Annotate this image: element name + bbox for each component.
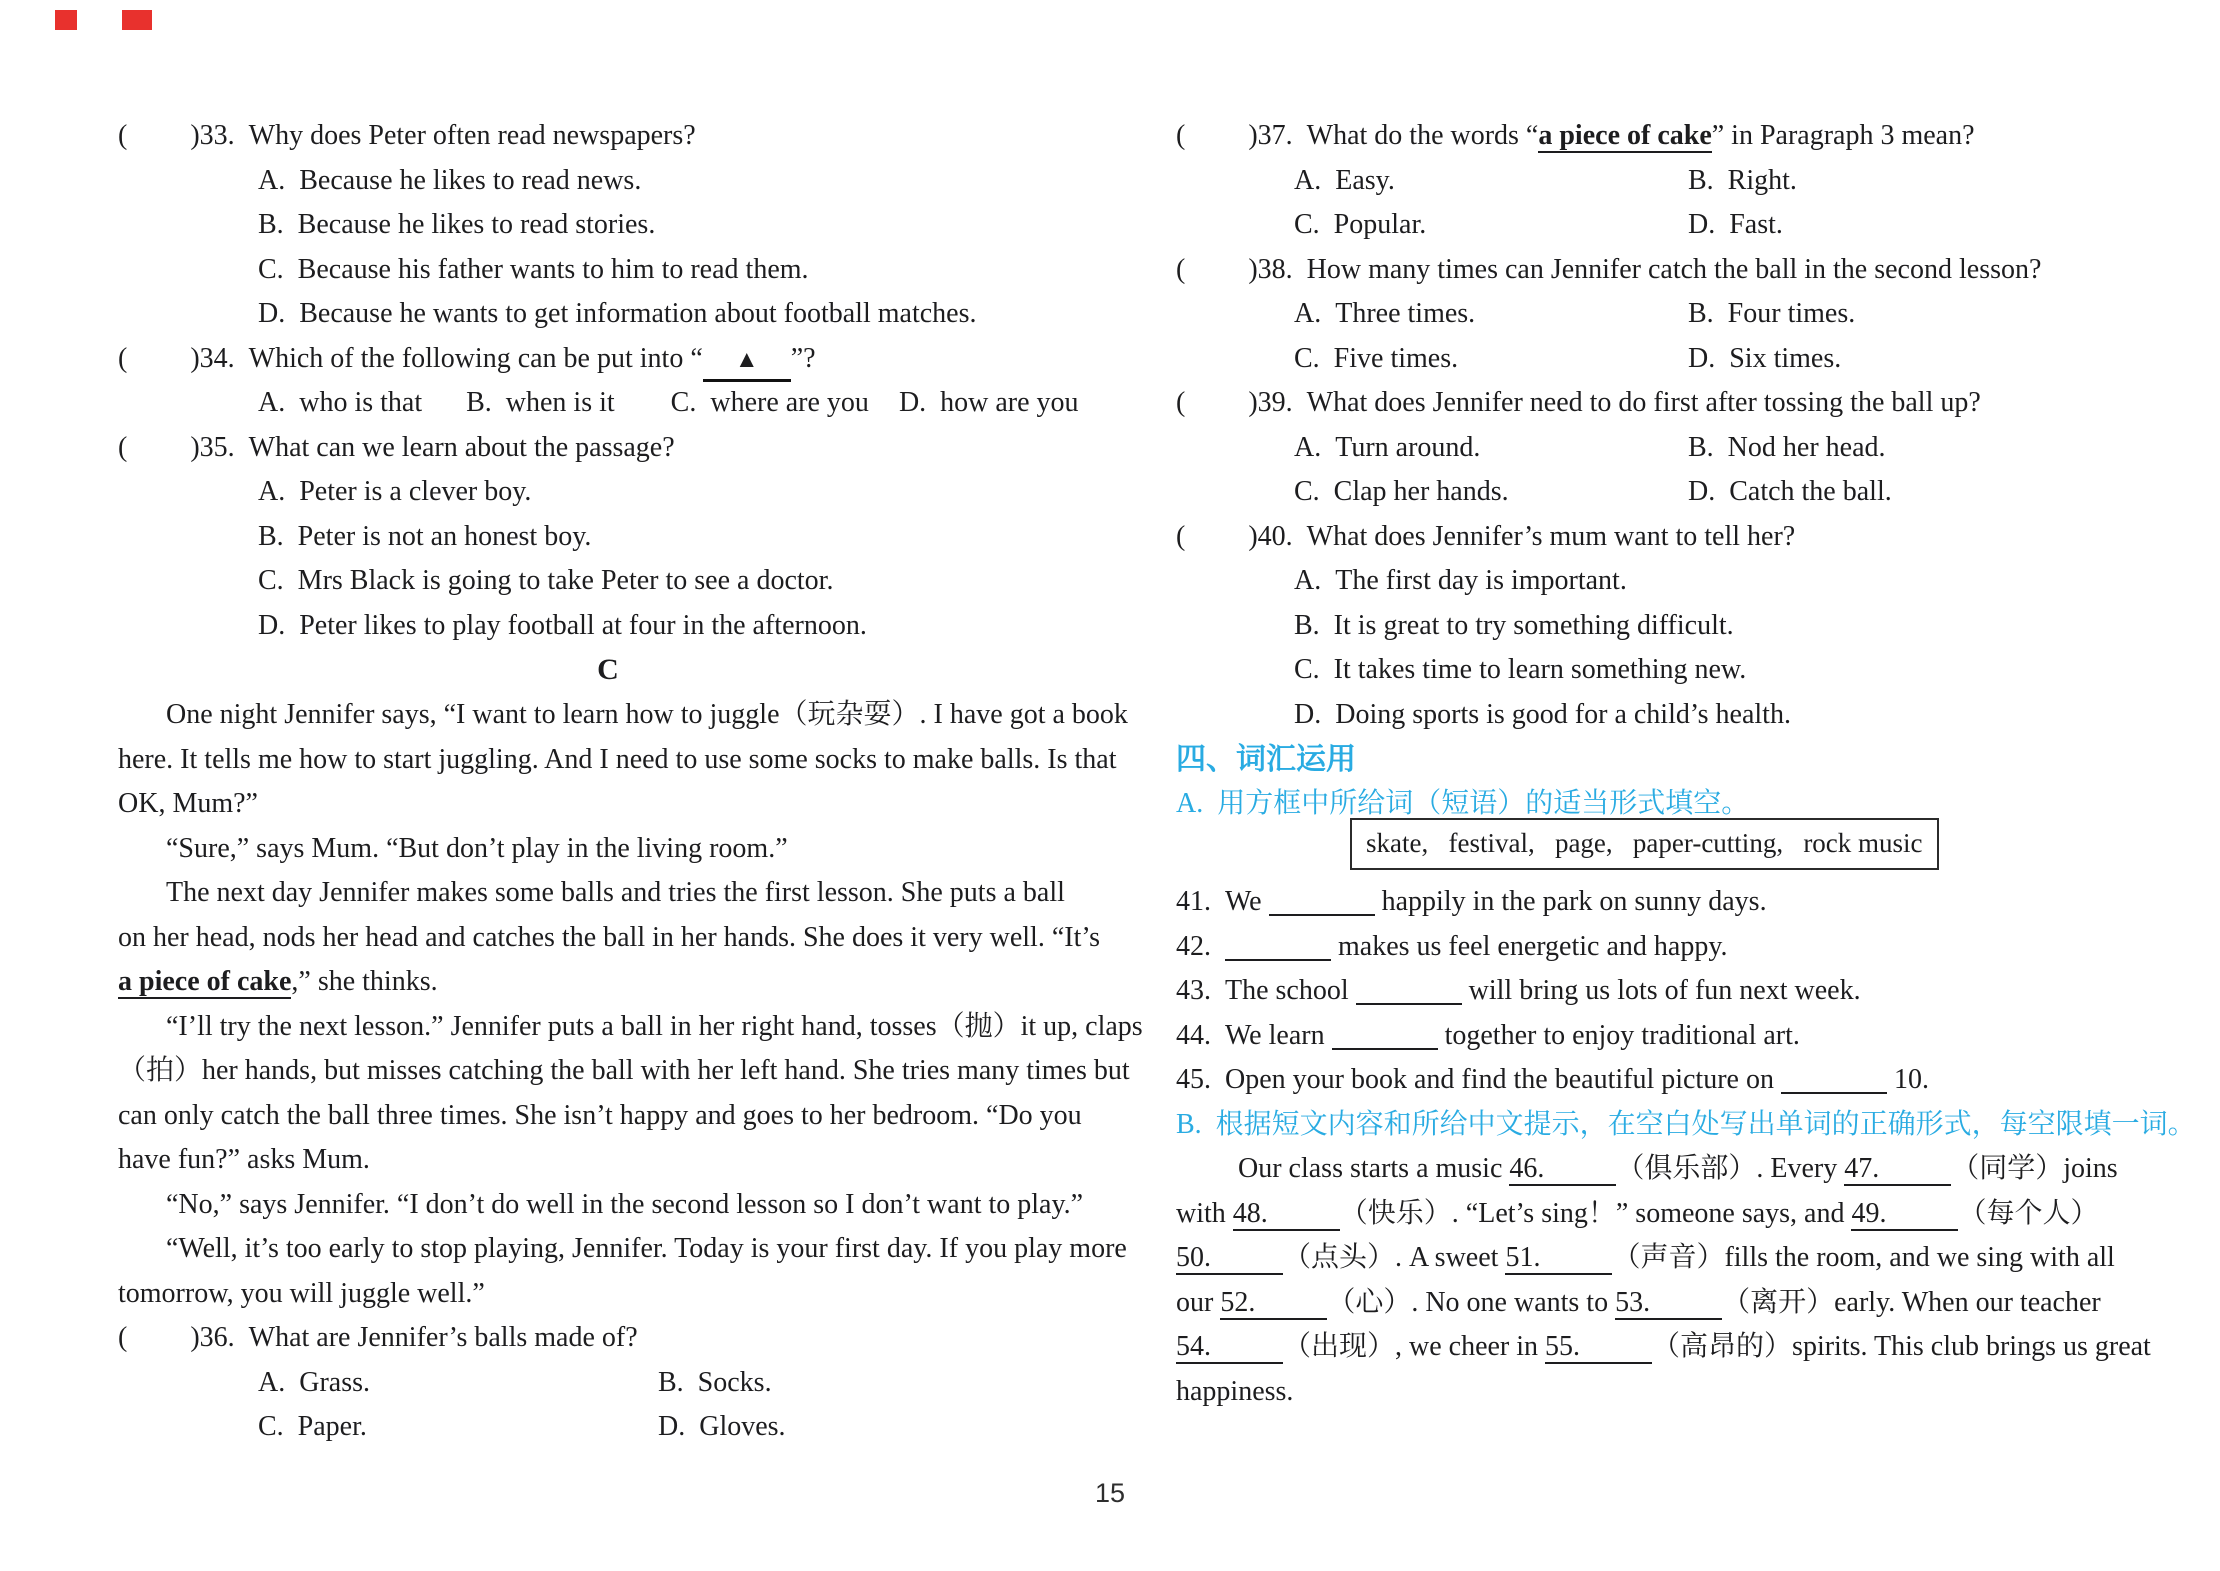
text-segment: 四、词汇运用 bbox=[1176, 743, 1356, 776]
passage-c-line-3 bbox=[118, 781, 258, 826]
text-segment: C. Popular. bbox=[1294, 209, 1427, 240]
text-segment: 43. The school bbox=[1176, 975, 1356, 1006]
text-segment: 41. We bbox=[1176, 886, 1269, 917]
text-segment: （心）. No one wants to bbox=[1327, 1287, 1616, 1318]
text-segment: D. Because he wants to get information about football matches. bbox=[258, 298, 977, 329]
text-segment: B. Four times. bbox=[1688, 298, 1856, 329]
text-segment: 44. We learn bbox=[1176, 1020, 1332, 1051]
text-segment: “Well, it’s too early to stop playing, Jennifer. Today is your first day. If you play more bbox=[166, 1233, 1127, 1264]
text-segment: （出现）, we cheer in bbox=[1283, 1331, 1546, 1362]
text-segment: C. Because his father wants to him to read them. bbox=[258, 254, 809, 285]
q35-option-c bbox=[258, 558, 833, 603]
passage-b-line-1 bbox=[1238, 1146, 2118, 1191]
text-segment: D. Doing sports is good for a child’s health. bbox=[1294, 699, 1791, 730]
text-segment: with bbox=[1176, 1198, 1233, 1229]
passage-c-line-1 bbox=[166, 692, 1128, 737]
page-number: 15 bbox=[1094, 1478, 1126, 1508]
text-segment: 48. bbox=[1233, 1198, 1340, 1231]
passage-c-line-12 bbox=[166, 1182, 1083, 1227]
text-segment: 45. Open your book and find the beautiful picture on bbox=[1176, 1064, 1781, 1095]
passage-c-line-10 bbox=[118, 1093, 1082, 1138]
text-segment: 51. bbox=[1505, 1242, 1612, 1275]
text-segment: D. Gloves. bbox=[658, 1411, 786, 1442]
word-bank-box: skate, festival, page, paper-cutting, rock music bbox=[1350, 818, 1939, 870]
item-43 bbox=[1176, 968, 1861, 1013]
text-segment: C. Five times. bbox=[1294, 343, 1459, 374]
text-segment: 46. bbox=[1509, 1153, 1616, 1186]
text-segment: makes us feel energetic and happy. bbox=[1331, 931, 1728, 962]
text-segment: Our class starts a music bbox=[1238, 1153, 1510, 1184]
q40-option-d bbox=[1294, 692, 1791, 737]
text-segment: 52. bbox=[1220, 1287, 1327, 1320]
text-segment: 49. bbox=[1851, 1198, 1958, 1231]
text-segment: B. 根据短文内容和所给中文提示，在空白处写出单词的正确形式，每空限填一词。 bbox=[1176, 1109, 2196, 1140]
text-segment: ” in Paragraph 3 mean? bbox=[1711, 120, 1975, 151]
text-segment: ”? bbox=[790, 343, 816, 374]
triangle-blank: ▲ bbox=[703, 343, 791, 382]
text-segment: happiness. bbox=[1176, 1376, 1294, 1407]
text-segment: ,” she thinks. bbox=[291, 966, 438, 997]
text-segment: D. Catch the ball. bbox=[1688, 476, 1892, 507]
text-segment: can only catch the ball three times. She isn’t happy and goes to her bedroom. “Do you bbox=[118, 1100, 1082, 1131]
text-segment: A. Three times. bbox=[1294, 298, 1476, 329]
blank-underline bbox=[1356, 973, 1462, 1005]
passage-b-line-2 bbox=[1176, 1191, 2099, 1236]
text-segment: “Sure,” says Mum. “But don’t play in the living room.” bbox=[166, 833, 788, 864]
q35-option-b bbox=[258, 514, 591, 559]
text-segment: ( )37. What do the words “ bbox=[1176, 120, 1539, 151]
text-segment: together to enjoy traditional art. bbox=[1437, 1020, 1800, 1051]
item-45 bbox=[1176, 1057, 1929, 1102]
text-segment: A. Grass. bbox=[258, 1367, 370, 1398]
text-segment: A. 用方框中所给词（短语）的适当形式填空。 bbox=[1176, 788, 1750, 819]
text-segment: （高昂的）spirits. This club brings us great bbox=[1652, 1331, 2151, 1362]
text-segment: ( )36. What are Jennifer’s balls made of? bbox=[118, 1322, 638, 1353]
text-segment: B. It is great to try something difficult. bbox=[1294, 610, 1734, 641]
blank-underline bbox=[1269, 884, 1375, 916]
blank-underline bbox=[1225, 929, 1331, 961]
passage-c-line-14 bbox=[118, 1271, 485, 1316]
item-42 bbox=[1176, 924, 1728, 969]
q40-option-b bbox=[1294, 603, 1734, 648]
text-segment: B. Nod her head. bbox=[1688, 432, 1886, 463]
passage-c-line-4 bbox=[166, 826, 788, 871]
text-segment: A. Easy. bbox=[1294, 165, 1395, 196]
text-segment: D. Fast. bbox=[1688, 209, 1783, 240]
text-segment: tomorrow, you will juggle well.” bbox=[118, 1278, 485, 1309]
passage-c-line-8 bbox=[166, 1004, 1143, 1049]
q40-option-a bbox=[1294, 558, 1627, 603]
text-segment: our bbox=[1176, 1287, 1221, 1318]
question-37 bbox=[1176, 113, 1975, 158]
question-34 bbox=[118, 336, 816, 381]
text-segment: will bring us lots of fun next week. bbox=[1461, 975, 1861, 1006]
item-41 bbox=[1176, 879, 1767, 924]
text-segment: B. when is it bbox=[466, 387, 615, 418]
q33-option-d bbox=[258, 291, 976, 336]
question-35 bbox=[118, 425, 675, 470]
text-segment: （声音）fills the room, and we sing with all bbox=[1612, 1242, 2115, 1273]
text-segment: A. Turn around. bbox=[1294, 432, 1481, 463]
text-segment: ( )38. How many times can Jennifer catch the ball in the second lesson? bbox=[1176, 254, 2042, 285]
text-segment: 53. bbox=[1615, 1287, 1722, 1320]
text-segment: D. how are you bbox=[898, 387, 1079, 418]
text-segment: C. It takes time to learn something new. bbox=[1294, 654, 1747, 685]
passage-c-line-2 bbox=[118, 737, 1116, 782]
text-segment: B. Peter is not an honest boy. bbox=[258, 521, 592, 552]
passage-b-line-3 bbox=[1176, 1235, 2115, 1280]
text-segment: The next day Jennifer makes some balls and tries the first lesson. She puts a ball bbox=[166, 877, 1065, 908]
text-segment: a piece of cake bbox=[1538, 120, 1712, 151]
text-segment: have fun?” asks Mum. bbox=[118, 1144, 370, 1175]
text-segment: 54. bbox=[1176, 1331, 1283, 1364]
text-segment: One night Jennifer says, “I want to learn how to juggle（玩杂耍）. I have got a book bbox=[166, 699, 1128, 730]
text-segment: D. Peter likes to play football at four in the afternoon. bbox=[258, 610, 867, 641]
question-36 bbox=[118, 1315, 638, 1360]
text-segment: D. Six times. bbox=[1688, 343, 1842, 374]
passage-b-line-5 bbox=[1176, 1324, 2151, 1369]
question-38 bbox=[1176, 247, 2041, 292]
question-40 bbox=[1176, 514, 1795, 559]
text-segment: B. Socks. bbox=[658, 1367, 772, 1398]
text-segment: A. Because he likes to read news. bbox=[258, 165, 642, 196]
text-segment: 55. bbox=[1545, 1331, 1652, 1364]
passage-c-line-11 bbox=[118, 1137, 370, 1182]
text-segment: C bbox=[597, 653, 619, 686]
passage-c-line-9 bbox=[118, 1048, 1130, 1093]
text-segment: “I’ll try the next lesson.” Jennifer puts a ball in her right hand, tosses（抛）it up, claps bbox=[166, 1011, 1143, 1042]
text-segment: ( )35. What can we learn about the passage? bbox=[118, 432, 675, 463]
q33-option-c bbox=[258, 247, 809, 292]
text-segment: here. It tells me how to start juggling. And I need to use some socks to make balls. Is that bbox=[118, 744, 1117, 775]
text-segment: 10. bbox=[1886, 1064, 1929, 1095]
question-39 bbox=[1176, 380, 1981, 425]
text-segment: ( )40. What does Jennifer’s mum want to tell her? bbox=[1176, 521, 1796, 552]
text-segment: 47. bbox=[1844, 1153, 1951, 1186]
passage-c-line-6 bbox=[118, 915, 1100, 960]
q33-option-a bbox=[258, 158, 641, 203]
text-segment: on her head, nods her head and catches the ball in her hands. She does it very well. “It’s bbox=[118, 922, 1101, 953]
text-segment: C. Paper. bbox=[258, 1411, 367, 1442]
passage-c-line-7 bbox=[118, 959, 438, 1004]
blank-underline bbox=[1332, 1018, 1438, 1050]
text-segment: （每个人） bbox=[1958, 1198, 2099, 1229]
text-segment: 42. bbox=[1176, 931, 1225, 962]
blank-underline bbox=[1781, 1062, 1887, 1094]
text-segment: ( )33. Why does Peter often read newspapers? bbox=[118, 120, 696, 151]
section-b-instruction bbox=[1176, 1102, 2196, 1147]
item-44 bbox=[1176, 1013, 1800, 1058]
text-segment: A. The first day is important. bbox=[1294, 565, 1627, 596]
text-segment: “No,” says Jennifer. “I don’t do well in the second lesson so I don’t want to play.” bbox=[166, 1189, 1084, 1220]
text-segment: C. Mrs Black is going to take Peter to see a doctor. bbox=[258, 565, 834, 596]
passage-b-line-6 bbox=[1176, 1369, 1293, 1414]
text-segment: （点头）. A sweet bbox=[1283, 1242, 1506, 1273]
q40-option-c bbox=[1294, 647, 1746, 692]
text-segment: A. Peter is a clever boy. bbox=[258, 476, 532, 507]
q35-option-d bbox=[258, 603, 867, 648]
text-segment: （拍）her hands, but misses catching the ball with her left hand. She tries many times but bbox=[118, 1055, 1130, 1086]
text-segment: （离开）early. When our teacher bbox=[1722, 1287, 2101, 1318]
q34-options bbox=[258, 380, 1079, 425]
text-segment: A. who is that bbox=[258, 387, 423, 418]
section-4-heading bbox=[1176, 737, 1356, 782]
passage-c-line-13 bbox=[166, 1226, 1127, 1271]
registration-mark bbox=[55, 10, 77, 30]
text-segment: B. Because he likes to read stories. bbox=[258, 209, 656, 240]
passage-b-line-4 bbox=[1176, 1280, 2101, 1325]
right-column bbox=[1176, 0, 2196, 1571]
text-segment: ( )34. Which of the following can be put into “ bbox=[118, 343, 703, 374]
text-segment: 50. bbox=[1176, 1242, 1283, 1275]
q35-option-a bbox=[258, 469, 531, 514]
text-segment: （快乐）. “Let’s sing！” someone says, and bbox=[1339, 1198, 1852, 1229]
text-segment: （同学）joins bbox=[1951, 1153, 2118, 1184]
text-segment: B. Right. bbox=[1688, 165, 1797, 196]
text-segment: OK, Mum?” bbox=[118, 788, 258, 819]
text-segment: a piece of cake bbox=[118, 966, 292, 997]
text-segment: ( )39. What does Jennifer need to do first after tossing the ball up? bbox=[1176, 387, 1981, 418]
q33-option-b bbox=[258, 202, 655, 247]
passage-c-line-5 bbox=[166, 870, 1065, 915]
text-segment: C. where are you bbox=[670, 387, 869, 418]
text-segment: happily in the park on sunny days. bbox=[1374, 886, 1767, 917]
text-segment: C. Clap her hands. bbox=[1294, 476, 1509, 507]
question-33 bbox=[118, 113, 696, 158]
text-segment: （俱乐部）. Every bbox=[1616, 1153, 1845, 1184]
passage-c-heading bbox=[118, 647, 1098, 692]
